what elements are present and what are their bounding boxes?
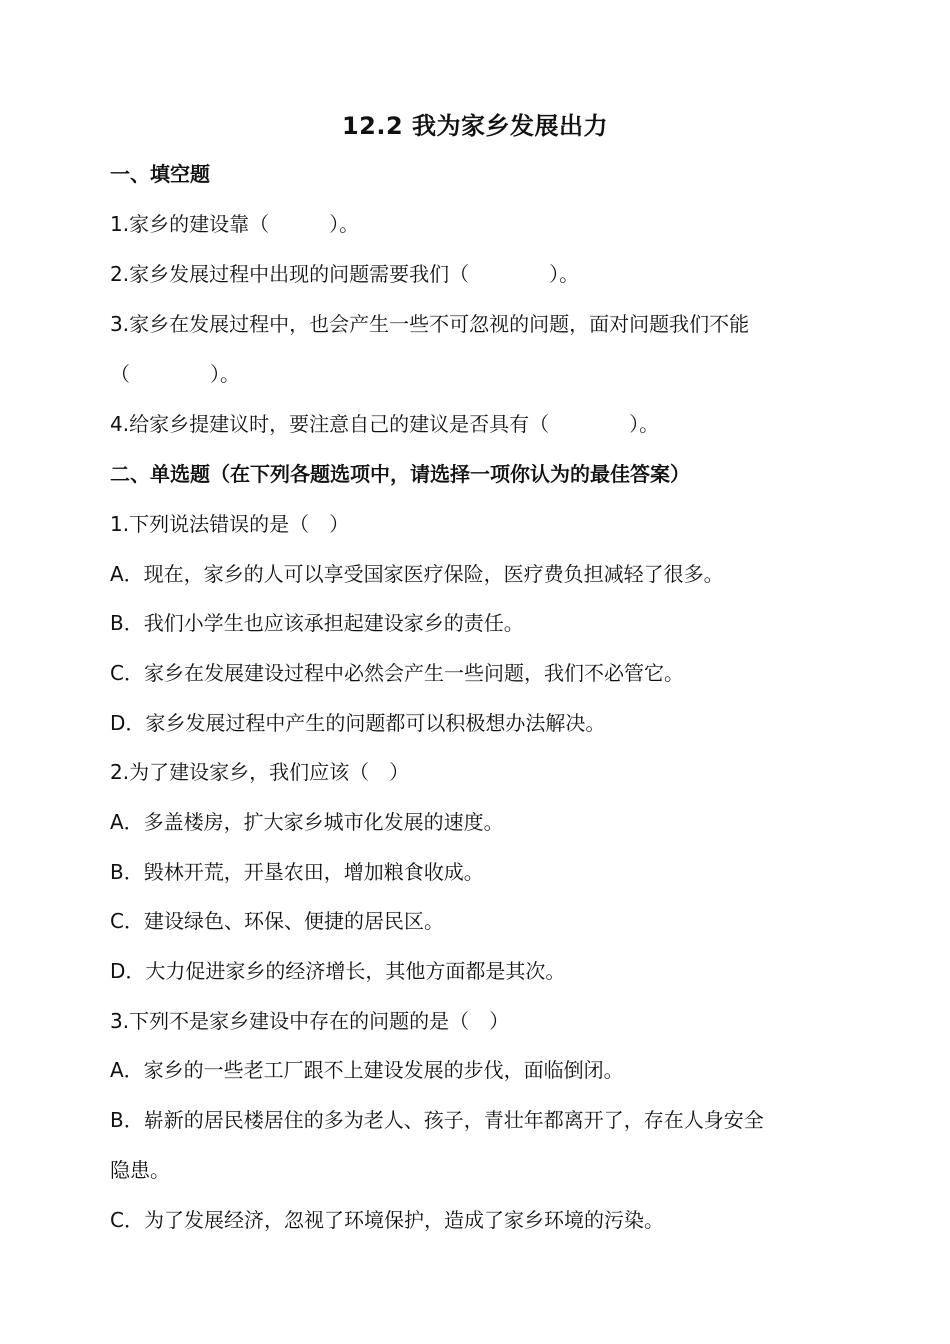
fill-question-4: 4.给家乡提建议时，要注意自己的建议是否具有（ ）。 xyxy=(110,412,660,436)
fill-question-3-line-1: 3.家乡在发展过程中，也会产生一些不可忽视的问题，面对问题我们不能 xyxy=(110,312,750,336)
choice-question-1-option-c: C．家乡在发展建设过程中必然会产生一些问题，我们不必管它。 xyxy=(110,661,684,685)
fill-question-3-line-2: （ ）。 xyxy=(110,362,240,386)
choice-question-3-stem: 3.下列不是家乡建设中存在的问题的是（ ） xyxy=(110,1009,510,1033)
choice-question-1-option-d: D．家乡发展过程中产生的问题都可以积极想办法解决。 xyxy=(110,711,606,735)
fill-question-2: 2.家乡发展过程中出现的问题需要我们（ ）。 xyxy=(110,262,580,286)
page-title: 12.2 我为家乡发展出力 xyxy=(341,112,609,140)
choice-question-3-option-c: C．为了发展经济，忽视了环境保护，造成了家乡环境的污染。 xyxy=(110,1208,664,1232)
fill-question-1: 1.家乡的建设靠（ ）。 xyxy=(110,212,360,236)
choice-question-1-option-a: A．现在，家乡的人可以享受国家医疗保险，医疗费负担减轻了很多。 xyxy=(110,562,724,586)
choice-question-1-stem: 1.下列说法错误的是（ ） xyxy=(110,512,350,536)
choice-question-2-option-c: C．建设绿色、环保、便捷的居民区。 xyxy=(110,909,444,933)
choice-question-3-option-b-line-2: 隐患。 xyxy=(110,1158,170,1182)
section-heading-fill-blank: 一、填空题 xyxy=(110,162,210,186)
section-heading-single-choice: 二、单选题（在下列各题选项中，请选择一项你认为的最佳答案） xyxy=(110,462,690,486)
choice-question-2-option-d: D．大力促进家乡的经济增长，其他方面都是其次。 xyxy=(110,959,566,983)
choice-question-3-option-b-line-1: B．崭新的居民楼居住的多为老人、孩子，青壮年都离开了，存在人身安全 xyxy=(110,1108,764,1132)
choice-question-1-option-b: B．我们小学生也应该承担起建设家乡的责任。 xyxy=(110,611,524,635)
choice-question-2-option-a: A．多盖楼房，扩大家乡城市化发展的速度。 xyxy=(110,810,504,834)
choice-question-3-option-a: A．家乡的一些老工厂跟不上建设发展的步伐，面临倒闭。 xyxy=(110,1058,624,1082)
choice-question-2-option-b: B．毁林开荒，开垦农田，增加粮食收成。 xyxy=(110,860,484,884)
choice-question-2-stem: 2.为了建设家乡，我们应该（ ） xyxy=(110,760,410,784)
